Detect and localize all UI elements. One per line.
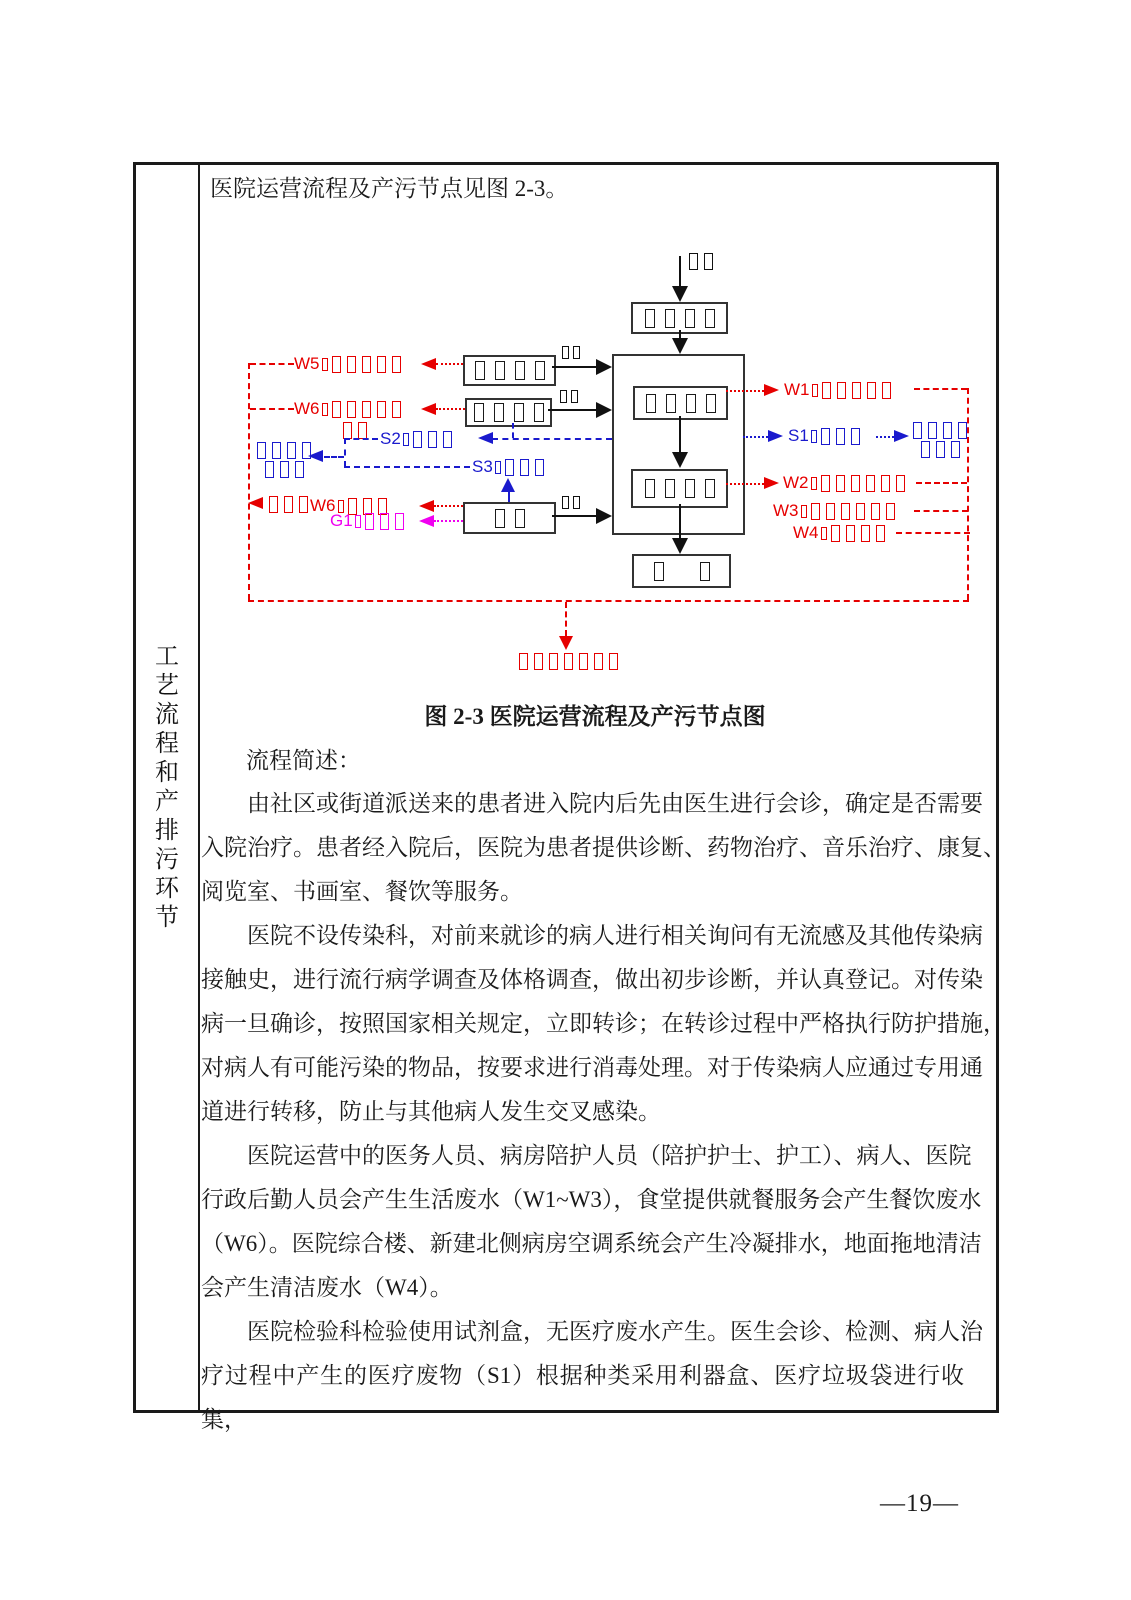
missing-glyph <box>646 394 656 413</box>
missing-glyph <box>332 356 341 373</box>
intro-line: 医院运营流程及产污节点见图 2-3。 <box>210 176 569 201</box>
flow-line <box>436 363 463 365</box>
missing-glyph <box>403 433 409 446</box>
missing-glyph <box>841 503 850 520</box>
body-line: （W6）。医院综合楼、新建北侧病房空调系统会产生冷凝排水，地面拖地清洁 <box>201 1231 982 1256</box>
missing-glyph <box>881 475 890 492</box>
edge-label-3 <box>560 493 582 510</box>
missing-glyph <box>654 562 664 581</box>
flow-line <box>250 408 294 410</box>
missing-glyph <box>377 401 386 418</box>
missing-glyph <box>257 442 266 459</box>
flow-line <box>552 366 598 368</box>
body-line: 会产生清洁废水（W4）。 <box>201 1275 453 1300</box>
sewage-treatment-label <box>516 652 621 670</box>
missing-glyph <box>836 428 845 445</box>
arrow-left-icon <box>421 403 436 415</box>
flow-label-w5: W5 <box>294 355 404 373</box>
missing-glyph <box>535 361 545 380</box>
missing-glyph <box>560 390 567 403</box>
missing-glyph <box>269 496 278 513</box>
missing-glyph <box>475 361 485 380</box>
missing-glyph <box>821 428 830 445</box>
missing-glyph <box>322 403 328 416</box>
flow-line <box>434 520 463 522</box>
missing-glyph <box>322 358 328 371</box>
body-line: 由社区或街道派送来的患者进入院内后先由医生进行会诊，确定是否需要 <box>247 791 983 816</box>
body-line: 医院检验科检验使用试剂盒，无医疗废水产生。医生会诊、检测、病人治 <box>247 1319 983 1344</box>
figure-caption: 图 2-3 医院运营流程及产污节点图 <box>424 704 766 729</box>
sidebar-char: 排 <box>155 818 179 844</box>
missing-glyph <box>856 503 865 520</box>
missing-glyph <box>514 403 524 422</box>
flow-line <box>436 408 465 410</box>
flow-label-w6-bottom-target <box>266 495 311 513</box>
body-line: 病一旦确诊，按照国家相关规定，立即转诊；在转诊过程中严格执行防护措施， <box>201 1011 1006 1036</box>
edge-label-2 <box>558 387 580 404</box>
arrow-left-icon <box>419 500 434 512</box>
arrow-down-icon <box>672 286 688 302</box>
arrow-right-icon <box>764 384 779 396</box>
missing-glyph <box>505 459 514 476</box>
sidebar-char: 工 <box>155 644 179 670</box>
body-line: 道进行转移，防止与其他病人发生交叉感染。 <box>201 1099 661 1124</box>
inner-box-bottom <box>631 469 728 508</box>
missing-glyph <box>645 479 655 498</box>
missing-glyph <box>287 442 296 459</box>
waste-store-right-line1 <box>910 421 970 439</box>
missing-glyph <box>882 382 891 399</box>
missing-glyph <box>867 382 876 399</box>
left-box-2 <box>465 398 552 427</box>
arrow-down-icon <box>559 636 573 650</box>
missing-glyph <box>852 382 861 399</box>
arrow-left-icon <box>478 432 493 444</box>
body-line: 对病人有可能污染的物品，按要求进行消毒处理。对于传染病人应通过专用通 <box>201 1055 983 1080</box>
missing-glyph <box>365 513 374 530</box>
missing-glyph <box>332 401 341 418</box>
missing-glyph <box>495 461 501 474</box>
missing-glyph <box>812 384 818 397</box>
missing-glyph <box>380 513 389 530</box>
missing-glyph <box>413 431 422 448</box>
flow-line <box>344 466 470 468</box>
figure-2-3-flow-diagram <box>240 248 985 680</box>
missing-glyph <box>299 496 308 513</box>
missing-glyph <box>666 394 676 413</box>
arrow-right-icon <box>764 477 779 489</box>
missing-glyph <box>846 525 855 542</box>
missing-glyph <box>392 401 401 418</box>
flow-label-w3: W3 <box>773 502 898 520</box>
body-line: 入院治疗。患者经入院后，医院为患者提供诊断、药物治疗、音乐治疗、康复、 <box>201 835 1006 860</box>
arrow-down-icon <box>672 338 688 354</box>
missing-glyph <box>443 431 452 448</box>
missing-glyph <box>562 496 569 509</box>
collector-line-right <box>967 388 969 600</box>
flow-line <box>876 436 894 438</box>
missing-glyph <box>347 356 356 373</box>
missing-glyph <box>896 475 905 492</box>
page-number: —19— <box>880 1490 959 1517</box>
left-box-1 <box>463 355 556 386</box>
flow-line <box>250 363 294 365</box>
flow-label-g1: G1 <box>330 512 407 530</box>
column-divider <box>198 165 200 1410</box>
flow-line <box>896 532 970 534</box>
arrow-right-icon <box>596 359 612 375</box>
collector-line-bottom <box>248 600 969 602</box>
flow-line <box>726 483 764 485</box>
flow-label-w2: W2 <box>783 474 908 492</box>
missing-glyph <box>821 527 827 540</box>
missing-glyph <box>700 562 710 581</box>
flow-line <box>679 416 681 454</box>
flow-label-w1: W1 <box>784 381 894 399</box>
body-text <box>201 782 1006 1432</box>
missing-glyph <box>562 346 569 359</box>
waste-store-left-line1 <box>254 441 314 459</box>
flow-line <box>344 438 378 440</box>
missing-glyph <box>519 653 528 670</box>
body-line: 疗过程中产生的医疗废物（S1）根据种类采用利器盒、医疗垃圾袋进行收集， <box>201 1363 964 1432</box>
missing-glyph <box>573 346 580 359</box>
missing-glyph <box>821 475 830 492</box>
missing-glyph <box>928 422 937 439</box>
missing-glyph <box>704 253 713 270</box>
missing-glyph <box>347 401 356 418</box>
sidebar-vertical-label <box>136 165 198 1410</box>
inner-box-top <box>633 386 728 420</box>
flow-label-w6-bottom: W6 <box>310 497 390 515</box>
missing-glyph <box>811 430 817 443</box>
body-line: 行政后勤人员会产生生活废水（W1~W3），食堂提供就餐服务会产生餐饮废水 <box>201 1187 982 1212</box>
missing-glyph <box>706 394 716 413</box>
waste-store-left-line2 <box>262 460 307 478</box>
missing-glyph <box>520 459 529 476</box>
arrow-right-icon <box>894 430 909 442</box>
flow-line <box>492 438 612 440</box>
missing-glyph <box>665 479 675 498</box>
missing-glyph <box>861 525 870 542</box>
missing-glyph <box>534 653 543 670</box>
arrow-right-icon <box>596 508 612 524</box>
sidebar-char: 艺 <box>155 673 179 699</box>
flow-line <box>679 256 681 288</box>
flow-label-w4: W4 <box>793 524 888 542</box>
missing-glyph <box>686 394 696 413</box>
missing-glyph <box>362 356 371 373</box>
flow-label-s1: S1 <box>788 427 863 445</box>
missing-glyph <box>943 422 952 439</box>
missing-glyph <box>705 309 715 328</box>
missing-glyph <box>871 503 880 520</box>
missing-glyph <box>579 653 588 670</box>
flow-label-w6-top-line2 <box>340 421 370 439</box>
missing-glyph <box>594 653 603 670</box>
arrow-up-icon <box>501 478 515 492</box>
missing-glyph <box>685 479 695 498</box>
patient-label <box>686 252 716 270</box>
flow-line <box>679 504 681 540</box>
missing-glyph <box>495 361 505 380</box>
missing-glyph <box>705 479 715 498</box>
flow-line <box>344 438 346 467</box>
missing-glyph <box>343 422 352 439</box>
missing-glyph <box>811 503 820 520</box>
sidebar-char: 流 <box>155 702 179 728</box>
body-line: 接触史，进行流行病学调查及体格调查，做出初步诊断，并认真登记。对传染 <box>201 967 983 992</box>
missing-glyph <box>811 477 817 490</box>
missing-glyph <box>265 461 274 478</box>
body-heading: 流程简述： <box>246 748 361 773</box>
missing-glyph <box>913 422 922 439</box>
missing-glyph <box>571 390 578 403</box>
missing-glyph <box>826 503 835 520</box>
arrow-left-icon <box>421 358 436 370</box>
missing-glyph <box>355 515 361 528</box>
flow-label-s3: S3 <box>472 458 547 476</box>
missing-glyph <box>377 356 386 373</box>
missing-glyph <box>665 309 675 328</box>
missing-glyph <box>685 309 695 328</box>
missing-glyph <box>645 309 655 328</box>
sidebar-char: 程 <box>155 731 179 757</box>
left-box-3 <box>463 502 556 534</box>
sidebar-char: 产 <box>155 789 179 815</box>
flow-label-w6-top: W6 <box>294 400 404 418</box>
missing-glyph <box>515 361 525 380</box>
flow-line <box>914 388 967 390</box>
flow-label-s2: S2 <box>380 430 455 448</box>
missing-glyph <box>876 525 885 542</box>
arrow-left-icon <box>419 515 434 527</box>
arrow-down-icon <box>672 538 688 554</box>
missing-glyph <box>851 428 860 445</box>
missing-glyph <box>609 653 618 670</box>
flow-line <box>548 409 598 411</box>
missing-glyph <box>494 403 504 422</box>
missing-glyph <box>822 382 831 399</box>
flow-line <box>916 482 967 484</box>
sidebar-char: 污 <box>155 847 179 873</box>
arrow-left-icon <box>248 497 263 509</box>
missing-glyph <box>495 509 505 528</box>
arrow-right-icon <box>768 430 783 442</box>
waste-store-right-line2 <box>918 440 963 458</box>
missing-glyph <box>284 496 293 513</box>
missing-glyph <box>831 525 840 542</box>
flow-line <box>743 436 768 438</box>
missing-glyph <box>573 496 580 509</box>
missing-glyph <box>958 422 967 439</box>
missing-glyph <box>866 475 875 492</box>
missing-glyph <box>801 505 807 518</box>
flow-line <box>552 515 598 517</box>
missing-glyph <box>395 513 404 530</box>
missing-glyph <box>535 459 544 476</box>
missing-glyph <box>886 503 895 520</box>
missing-glyph <box>358 422 367 439</box>
missing-glyph <box>392 356 401 373</box>
body-line: 阅览室、书画室、餐饮等服务。 <box>201 879 523 904</box>
arrow-down-icon <box>672 452 688 468</box>
missing-glyph <box>295 461 304 478</box>
flow-line <box>508 491 510 502</box>
body-line: 医院运营中的医务人员、病房陪护人员（陪护护士、护工）、病人、医院 <box>247 1143 972 1168</box>
flow-line <box>434 505 463 507</box>
missing-glyph <box>362 401 371 418</box>
flow-line <box>512 423 514 438</box>
missing-glyph <box>837 382 846 399</box>
missing-glyph <box>689 253 698 270</box>
box-discharge <box>632 554 731 588</box>
missing-glyph <box>428 431 437 448</box>
flow-line <box>726 390 764 392</box>
missing-glyph <box>564 653 573 670</box>
sidebar-char: 环 <box>155 876 179 902</box>
edge-label-1 <box>560 343 582 360</box>
missing-glyph <box>474 403 484 422</box>
missing-glyph <box>936 441 945 458</box>
missing-glyph <box>851 475 860 492</box>
missing-glyph <box>272 442 281 459</box>
missing-glyph <box>549 653 558 670</box>
sidebar-char: 节 <box>155 905 179 931</box>
sidebar-char: 和 <box>155 760 179 786</box>
flow-line <box>565 602 567 636</box>
missing-glyph <box>302 442 311 459</box>
missing-glyph <box>534 403 544 422</box>
missing-glyph <box>921 441 930 458</box>
missing-glyph <box>280 461 289 478</box>
body-line: 医院不设传染科，对前来就诊的病人进行相关询问有无流感及其他传染病 <box>247 923 983 948</box>
arrow-right-icon <box>596 402 612 418</box>
collector-line-left <box>248 363 250 600</box>
missing-glyph <box>515 509 525 528</box>
missing-glyph <box>836 475 845 492</box>
flow-line <box>914 510 968 512</box>
flow-line <box>324 456 344 458</box>
missing-glyph <box>951 441 960 458</box>
